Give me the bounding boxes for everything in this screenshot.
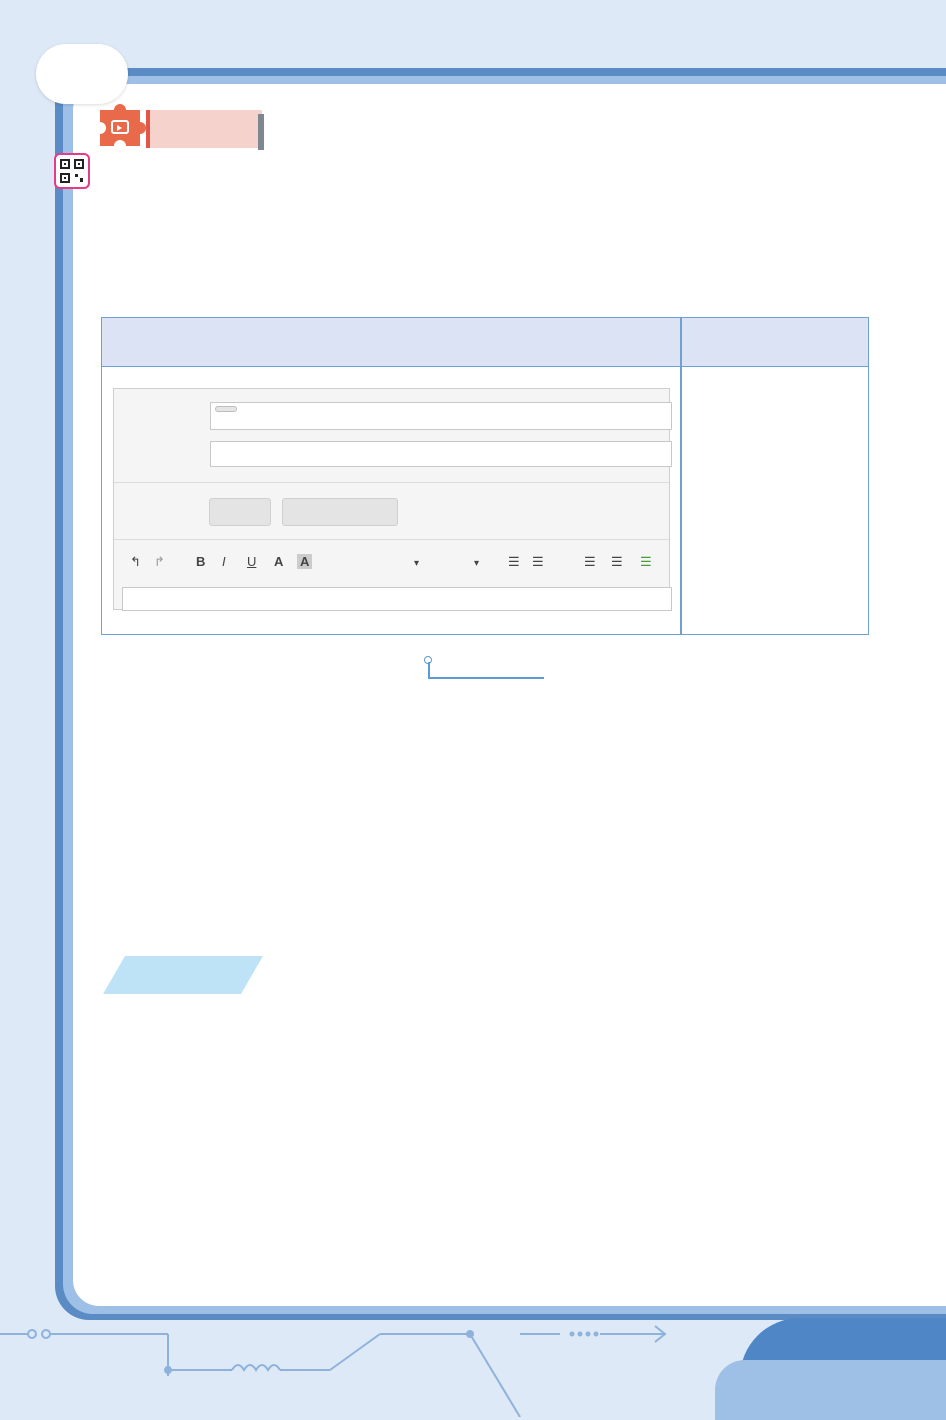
chevron-down-icon[interactable]: ▾ bbox=[474, 558, 480, 569]
chevron-down-icon[interactable]: ▾ bbox=[414, 558, 420, 569]
decorative-dots-top bbox=[110, 0, 946, 55]
page-paper bbox=[73, 84, 946, 1306]
bullet-list-icon[interactable]: ☰ bbox=[532, 554, 544, 569]
table-column-divider bbox=[680, 318, 682, 634]
bold-icon[interactable]: B bbox=[196, 554, 206, 569]
form-divider bbox=[114, 539, 669, 540]
mail-form-screenshot bbox=[113, 388, 670, 610]
diemo-badge bbox=[146, 110, 262, 148]
undo-icon[interactable]: ↰ bbox=[130, 554, 141, 569]
step-2 bbox=[136, 279, 170, 303]
indent-icon[interactable]: ☰ bbox=[584, 554, 596, 569]
italic-icon[interactable]: I bbox=[222, 554, 226, 569]
outdent-icon[interactable]: ☰ bbox=[611, 554, 623, 569]
table-header-row bbox=[102, 318, 868, 367]
page-number bbox=[36, 44, 128, 104]
step-4 bbox=[136, 754, 868, 778]
step-5 bbox=[136, 804, 868, 828]
caption-underline bbox=[428, 677, 544, 679]
form-divider bbox=[114, 482, 669, 483]
circuit-decoration bbox=[0, 1320, 946, 1417]
step-6 bbox=[136, 903, 170, 927]
step-badge bbox=[103, 956, 263, 994]
align-icon[interactable]: ☰ bbox=[640, 554, 652, 569]
qr-code-icon[interactable] bbox=[54, 153, 90, 189]
subject-field[interactable] bbox=[210, 441, 672, 467]
attach-file-button[interactable] bbox=[209, 498, 271, 526]
text-color-icon[interactable]: A bbox=[274, 554, 284, 569]
underline-icon[interactable]: U bbox=[247, 554, 257, 569]
step-3 bbox=[136, 704, 868, 728]
caption-marker bbox=[428, 662, 430, 678]
message-body[interactable] bbox=[122, 587, 672, 611]
numbered-list-icon[interactable]: ☰ bbox=[508, 554, 520, 569]
step-1 bbox=[136, 255, 170, 279]
redo-icon[interactable]: ↱ bbox=[154, 554, 165, 569]
highlight-icon[interactable]: A bbox=[297, 554, 312, 569]
diemo-badge-shadow bbox=[258, 114, 264, 150]
attach-edisk-button[interactable] bbox=[282, 498, 398, 526]
to-field[interactable] bbox=[210, 402, 672, 430]
recipient-chip[interactable] bbox=[215, 406, 237, 412]
decorative-dots-left bbox=[0, 155, 60, 550]
